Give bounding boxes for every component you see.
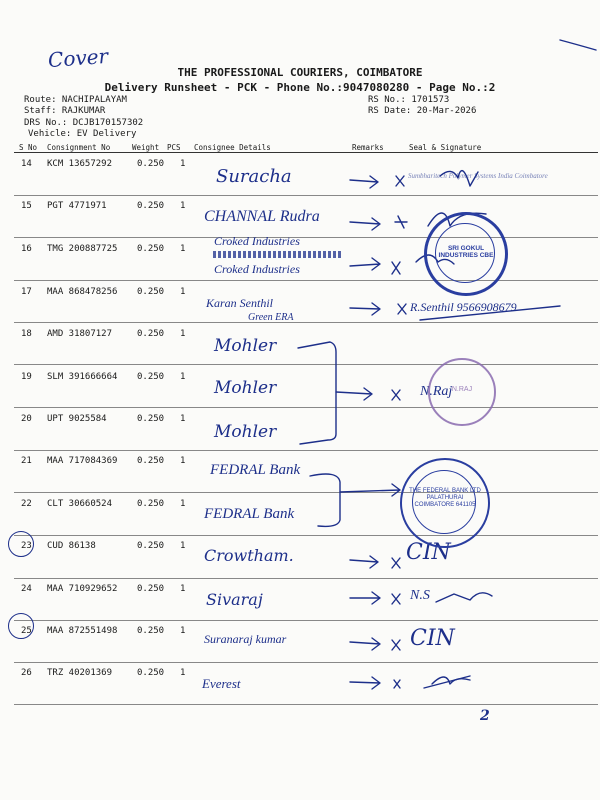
row-sno: 26: [21, 668, 32, 678]
seal-text: N.RAJ: [451, 386, 473, 393]
row-sno: 23: [21, 541, 32, 551]
row-pcs: 1: [180, 329, 186, 339]
row-weight: 0.250: [137, 456, 165, 466]
staff-label: Staff: RAJKUMAR: [24, 106, 106, 116]
row-pcs: 1: [180, 668, 186, 678]
signature-text: CIN: [406, 540, 451, 565]
consignee-name: FEDRAL Bank: [210, 462, 301, 478]
row-sno: 24: [21, 584, 32, 594]
row-weight: 0.250: [137, 541, 165, 551]
row-weight: 0.250: [137, 159, 165, 169]
row-weight: 0.250: [137, 329, 165, 339]
signature-text: R.Senthil 9566908679: [410, 300, 517, 314]
row-pcs: 1: [180, 414, 186, 424]
row-weight: 0.250: [137, 287, 165, 297]
company-title: THE PROFESSIONAL COURIERS, COIMBATORE: [177, 66, 423, 79]
consignee-name: Mohler: [214, 378, 277, 398]
consignee-name: Karan Senthil: [206, 296, 274, 310]
row-pcs: 1: [180, 499, 186, 509]
row-sno: 25: [21, 626, 32, 636]
row-pcs: 1: [180, 244, 186, 254]
row-weight: 0.250: [137, 201, 165, 211]
row-pcs: 1: [180, 541, 186, 551]
cover-note: Cover: [47, 43, 109, 73]
row-consignment: PGT 4771971: [47, 201, 107, 211]
consignee-name: CHANNAL Rudra: [204, 208, 320, 225]
col-sno: S No: [19, 143, 38, 152]
col-seal: Seal & Signature: [409, 143, 482, 152]
company-seal-stamp: [424, 212, 508, 296]
row-consignment: MAA 717084369: [47, 456, 118, 466]
route-label: Route: NACHIPALAYAM: [24, 95, 127, 105]
row-consignment: TMG 200887725: [47, 244, 118, 254]
row-consignment: SLM 391666664: [47, 372, 118, 382]
row-sno: 16: [21, 244, 32, 254]
row-sno: 20: [21, 414, 32, 424]
row-pcs: 1: [180, 584, 186, 594]
consignee-name: Croked Industries: [214, 234, 300, 248]
consignee-name: Suracha: [216, 166, 292, 187]
row-pcs: 1: [180, 372, 186, 382]
row-pcs: 1: [180, 626, 186, 636]
seal-text: SRI GOKUL INDUSTRIES CBE: [438, 245, 494, 260]
signature-text: N.S: [410, 588, 430, 603]
row-consignment: MAA 872551498: [47, 626, 118, 636]
rs-date: RS Date: 20-Mar-2026: [368, 106, 477, 116]
row-consignment: KCM 13657292: [47, 159, 113, 169]
signature-text: Sumbharitech Polymer Systems India Coimbatore: [408, 172, 548, 180]
row-weight: 0.250: [137, 372, 165, 382]
row-pcs: 1: [180, 287, 186, 297]
row-pcs: 1: [180, 201, 186, 211]
row-weight: 0.250: [137, 668, 165, 678]
row-consignment: CUD 86138: [47, 541, 96, 551]
consignee-name: Sivaraj: [206, 590, 263, 609]
row-sno: 14: [21, 159, 32, 169]
consignee-name: Croked Industries: [214, 262, 300, 276]
drs-number: DRS No.: DCJB170157302: [24, 118, 144, 128]
row-consignment: MAA 710929652: [47, 584, 118, 594]
seal-text: THE FEDERAL BANK LTD PALATHURAI COIMBATORE 641105: [409, 488, 481, 508]
consignee-name: FEDRAL Bank: [204, 506, 295, 522]
row-weight: 0.250: [137, 626, 165, 636]
row-sno: 21: [21, 456, 32, 466]
bank-seal-stamp: [400, 458, 490, 548]
row-consignment: UPT 9025584: [47, 414, 107, 424]
row-weight: 0.250: [137, 244, 165, 254]
row-pcs: 1: [180, 159, 186, 169]
row-pcs: 1: [180, 456, 186, 466]
consignee-name: Suranaraj kumar: [204, 632, 287, 646]
signature-text: CIN: [410, 626, 455, 651]
row-weight: 0.250: [137, 414, 165, 424]
consignee-name: Mohler: [214, 422, 277, 442]
row-weight: 0.250: [137, 499, 165, 509]
row-consignment: TRZ 40201369: [47, 668, 113, 678]
row-sno: 22: [21, 499, 32, 509]
consignee-name: Crowtham.: [204, 546, 294, 565]
col-weight: Weight: [132, 143, 160, 152]
col-consignment: Consignment No: [47, 143, 111, 152]
vehicle-label: Vehicle: EV Delivery: [28, 129, 137, 139]
rubber-stamp: [428, 358, 496, 426]
col-pcs: PCS: [167, 143, 181, 152]
row-sno: 19: [21, 372, 32, 382]
col-remarks: Remarks: [352, 143, 384, 152]
row-sno: 17: [21, 287, 32, 297]
runsheet-title: Delivery Runsheet - PCK - Phone No.:9047080280 - Page No.:2: [104, 81, 496, 94]
row-consignment: CLT 30660524: [47, 499, 113, 509]
consignee-name: Mohler: [214, 336, 277, 356]
page-mark: 2: [480, 708, 490, 724]
row-weight: 0.250: [137, 584, 165, 594]
col-consignee: Consignee Details: [194, 143, 271, 152]
consignee-name: Everest: [202, 676, 241, 691]
consignee-company: Green ERA: [248, 312, 294, 323]
row-consignment: AMD 31807127: [47, 329, 113, 339]
signature-text: N.Raj: [420, 384, 453, 399]
row-consignment: MAA 868478256: [47, 287, 118, 297]
row-sno: 18: [21, 329, 32, 339]
row-sno: 15: [21, 201, 32, 211]
rs-number: RS No.: 1701573: [368, 95, 450, 105]
